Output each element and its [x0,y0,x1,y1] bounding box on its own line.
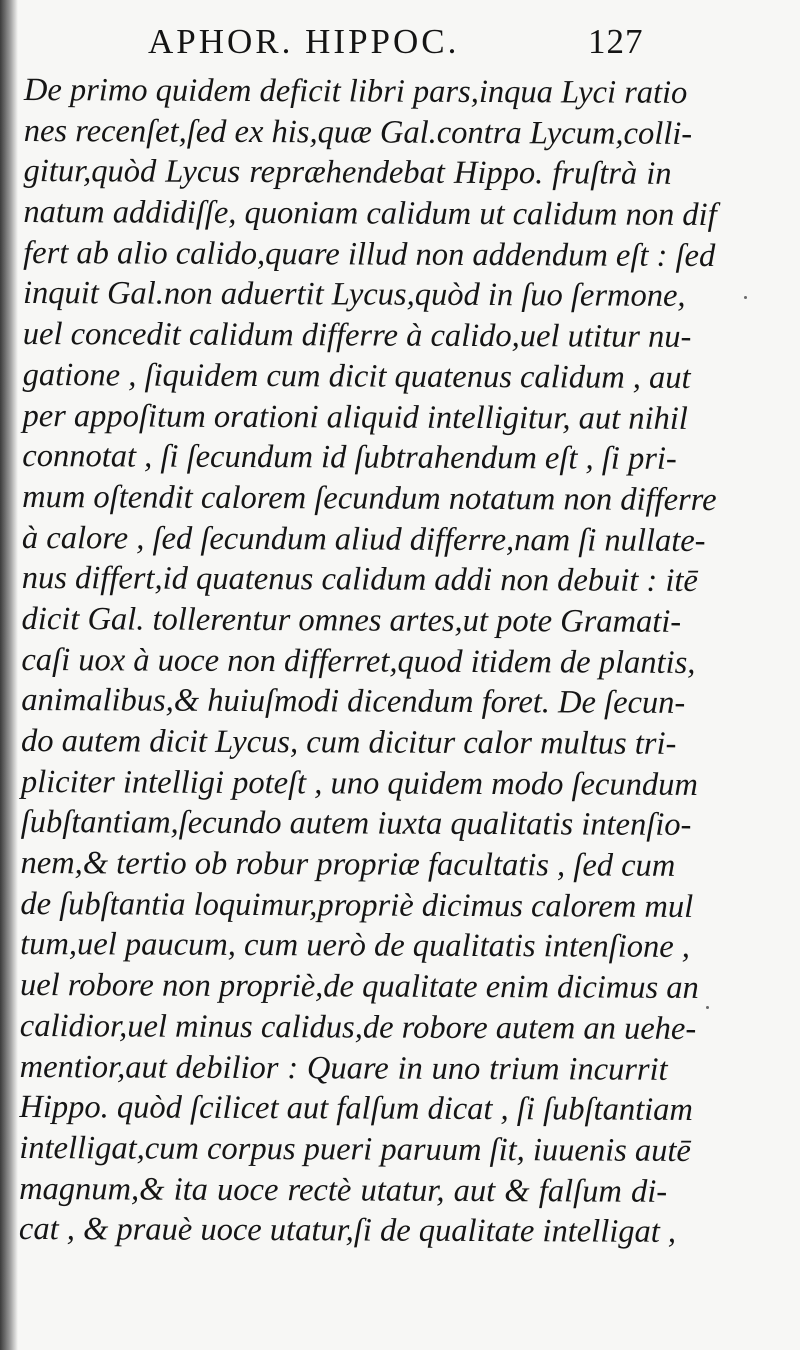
text-line: per appoſitum orationi aliquid intelligitur, aut nihil [22,397,688,437]
text-line: cat , & prauè uoce utatur,ſi de qualitate intelligat , [18,1211,677,1251]
paper-speck [706,1006,709,1009]
text-line: caſi uox à uoce non differret,quod itidem de plantis, [21,641,696,681]
text-line: gitur,quòd Lycus repræhendebat Hippo. fruſtrà in [23,153,672,193]
text-line: do autem dicit Lycus, cum dicitur calor multus tri- [20,722,677,762]
page-number: 127 [588,22,644,61]
text-line: calidior,uel minus calidus,de robore autem an uehe- [19,1007,697,1047]
text-line: de ſubſtantia loquimur,propriè dicimus calorem mul [20,885,694,925]
text-line: uel robore non propriè,de qualitate enim dicimus an [19,967,699,1007]
text-line: intelligat,cum corpus pueri paruum ſit, iuuenis autē [19,1129,691,1169]
text-line: De primo quidem deficit libri pars,inqua Lyci ratio [23,71,688,111]
running-title: APHOR. HIPPOC. [148,22,460,61]
text-line: dicit Gal. tollerentur omnes artes,ut pote Gramati- [21,600,682,640]
text-line: inquit Gal.non aduertit Lycus,quòd in ſuo ſermone, [22,275,686,315]
text-line: connotat , ſi ſecundum id ſubtrahendum eſt , ſi pri- [22,438,677,478]
body-text [18,70,717,1253]
text-line: nem,& tertio ob robur propriæ facultatis , ſed cum [20,845,676,884]
text-line: uel concedit calidum differre à calido,uel utitur nu- [22,316,692,356]
text-line: Hippo. quòd ſcilicet aut falſum dicat , ſi ſubſtantiam [19,1089,693,1129]
text-line: pliciter intelligi poteſt , uno quidem modo ſecundum [20,763,698,803]
text-line: nus differt,id quatenus calidum addi non debuit : itē [21,560,698,600]
binding-shadow [0,0,18,1350]
text-line: ſubſtantiam,ſecundo autem iuxta qualitatis intenſio- [20,804,692,844]
running-head [148,22,668,66]
text-line: fert ab alio calido,quare illud non addendum eſt : ſed [23,234,716,274]
text-line: animalibus,& huiuſmodi dicendum foret. De ſecun- [21,682,686,722]
text-line: mum oſtendit calorem ſecundum notatum non differre [22,478,717,518]
text-line: tum,uel paucum, cum uerò de qualitatis intenſione , [20,926,691,966]
text-line: à calore , ſed ſecundum aliud differre,nam ſi nullate- [21,519,706,559]
text-line: mentior,aut debilior : Quare in uno trium incurrit [19,1048,668,1088]
text-line: magnum,& ita uoce rectè utatur, aut & falſum di- [19,1170,668,1210]
paper-speck [744,296,747,299]
text-line: nes recenſet,ſed ex his,quæ Gal.contra Lycum,colli- [23,112,693,152]
text-line: natum addidiſſe, quoniam calidum ut calidum non dif [23,194,717,234]
text-line: gatione , ſiquidem cum dicit quatenus calidum , aut [22,356,691,396]
